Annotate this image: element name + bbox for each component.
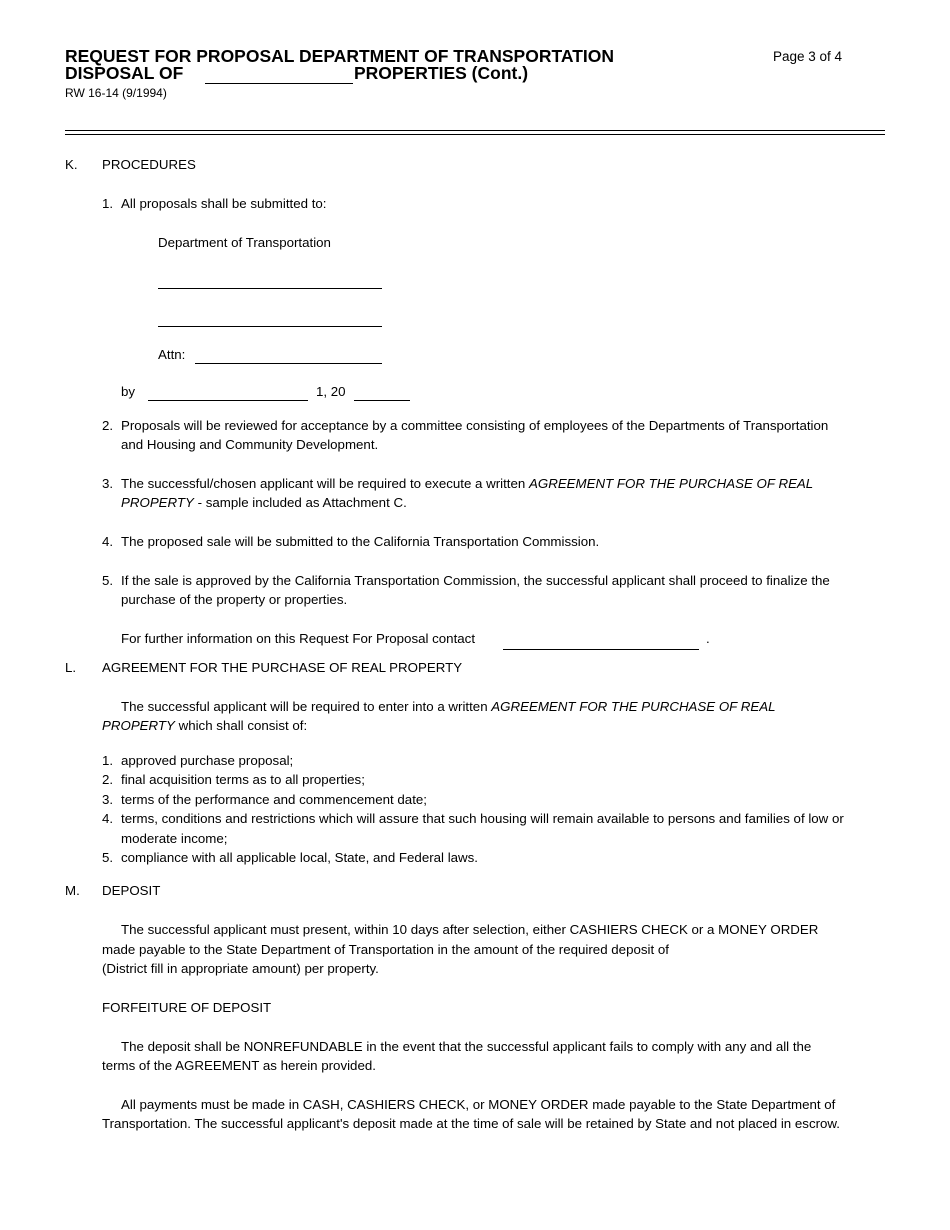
l-item-text: final acquisition terms as to all properties;: [121, 772, 365, 787]
form-title-line2-prefix: DISPOSAL OF: [65, 63, 184, 83]
l-item-text: terms of the performance and commencement date;: [121, 792, 427, 807]
form-id: RW 16-14 (9/1994): [65, 86, 167, 100]
l-intro-line1-italic: AGREEMENT FOR THE PURCHASE OF REAL: [491, 699, 776, 714]
l-item-num: 2.: [102, 772, 114, 787]
l-item-num: 5.: [102, 850, 114, 865]
m-p1-line1: The successful applicant must present, within 10 days after selection, either CASHIERS CHECK or a MONEY ORDER: [121, 922, 819, 937]
l-intro-line2-plain: which shall consist of:: [174, 718, 308, 733]
k-item3-line2-plain: - sample included as Attachment C.: [193, 495, 407, 510]
section-l-letter: L.: [65, 660, 77, 675]
m-p1-line2: made payable to the State Department of Transportation in the amount of the required deposit of: [102, 942, 669, 957]
k-item1-text: All proposals shall be submitted to:: [121, 196, 327, 211]
l-item-text: moderate income;: [121, 831, 228, 846]
k-item2-line1: Proposals will be reviewed for acceptance by a committee consisting of employees of the Departments of Transportation: [121, 418, 829, 433]
l-intro-line2: [102, 718, 307, 733]
k-item3-line2: [121, 495, 407, 510]
k-item1-num: 1.: [102, 196, 114, 211]
attn-blank[interactable]: [195, 363, 382, 364]
deadline-year-blank[interactable]: [354, 400, 410, 401]
address-line-2-blank[interactable]: [158, 326, 382, 327]
m-p2-line1: The deposit shall be NONREFUNDABLE in the event that the successful applicant fails to comply with any and all the: [121, 1039, 812, 1054]
address-name: Department of Transportation: [158, 235, 331, 250]
l-item-num: 4.: [102, 811, 114, 826]
section-m-title: DEPOSIT: [102, 883, 161, 898]
l-item-num: 1.: [102, 753, 114, 768]
k-item4-num: 4.: [102, 534, 114, 549]
l-item-text: approved purchase proposal;: [121, 753, 294, 768]
header-rule-bottom: [65, 134, 885, 135]
l-item-text: compliance with all applicable local, State, and Federal laws.: [121, 850, 478, 865]
l-intro-line1: [121, 699, 776, 714]
k-item2-line2: and Housing and Community Development.: [121, 437, 379, 452]
section-l-title: AGREEMENT FOR THE PURCHASE OF REAL PROPERTY: [102, 660, 463, 675]
contact-period: .: [706, 631, 710, 646]
k-item3-line1-plain: The successful/chosen applicant will be required to execute a written: [121, 476, 529, 491]
k-item5-line2: purchase of the property or properties.: [121, 592, 348, 607]
k-item2-num: 2.: [102, 418, 114, 433]
page-number: Page 3 of 4: [773, 49, 843, 64]
m-p3-line2: Transportation. The successful applicant's deposit made at the time of sale will be retained by State and not placed in escrow.: [102, 1116, 840, 1131]
m-p2-line2: terms of the AGREEMENT as herein provided.: [102, 1058, 376, 1073]
contact-text: For further information on this Request For Proposal contact: [121, 631, 476, 646]
section-m-letter: M.: [65, 883, 80, 898]
k-item3-line2-italic: PROPERTY: [121, 495, 194, 510]
header-rule-top: [65, 130, 885, 131]
k-item5-line1: If the sale is approved by the California Transportation Commission, the successful applicant shall proceed to finalize the: [121, 573, 830, 588]
forfeiture-title: FORFEITURE OF DEPOSIT: [102, 1000, 272, 1015]
k-item3-line1: [121, 476, 813, 491]
deadline-month-blank[interactable]: [148, 400, 308, 401]
m-p1-line3: (District fill in appropriate amount) per property.: [102, 961, 379, 976]
m-p3-line1: All payments must be made in CASH, CASHIERS CHECK, or MONEY ORDER made payable to the State Department of: [121, 1097, 836, 1112]
contact-blank[interactable]: [503, 649, 699, 650]
l-intro-line2-italic: PROPERTY: [102, 718, 175, 733]
attn-label: Attn:: [158, 347, 186, 362]
k-item3-line1-italic: AGREEMENT FOR THE PURCHASE OF REAL: [529, 476, 814, 491]
section-k-title: PROCEDURES: [102, 157, 196, 172]
disposal-of-blank[interactable]: [205, 83, 353, 84]
form-title-line1: REQUEST FOR PROPOSAL DEPARTMENT OF TRANSPORTATION: [65, 46, 614, 66]
section-k-letter: K.: [65, 157, 78, 172]
form-title-line2-suffix: PROPERTIES (Cont.): [354, 63, 529, 83]
l-item-text: terms, conditions and restrictions which will assure that such housing will remain available to persons and families of low or: [121, 811, 844, 826]
k-item5-num: 5.: [102, 573, 114, 588]
address-line-1-blank[interactable]: [158, 288, 382, 289]
by-label: by: [121, 384, 136, 399]
k-item4-text: The proposed sale will be submitted to the California Transportation Commission.: [121, 534, 600, 549]
k-item3-num: 3.: [102, 476, 114, 491]
date-text: 1, 20: [316, 384, 346, 399]
l-intro-line1-plain: The successful applicant will be required to enter into a written: [121, 699, 492, 714]
l-item-num: 3.: [102, 792, 114, 807]
